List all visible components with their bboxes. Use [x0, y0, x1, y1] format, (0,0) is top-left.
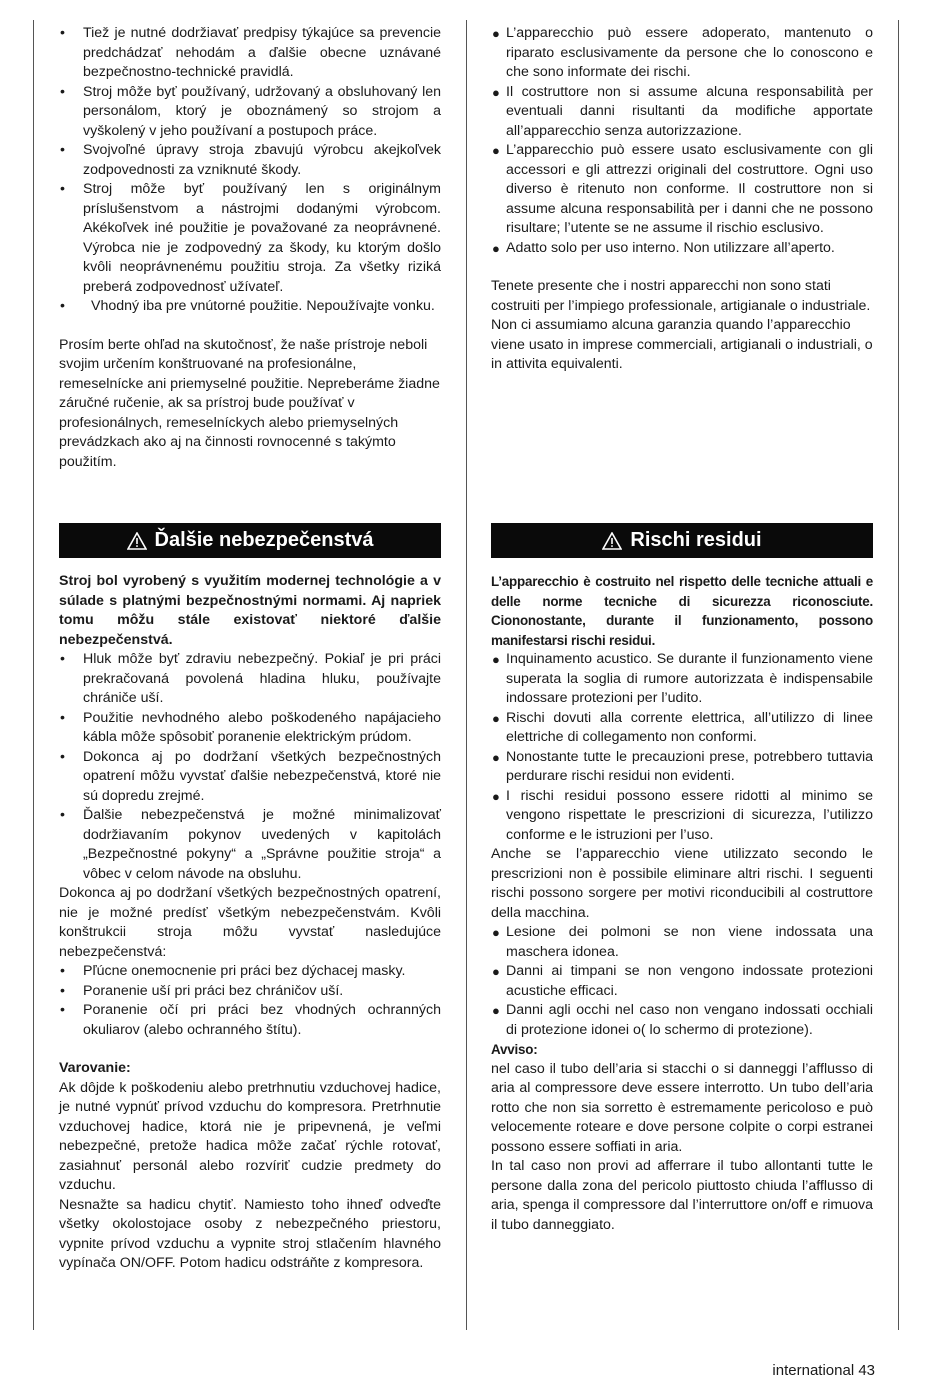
list-item: • Tiež je nutné dodržiavať predpisy týkajúce sa prevencie predchádzať nehodám a ďalšie obecne uznávané bezpečnostno-technické pravidlá. [60, 25, 441, 80]
left-risk-section [59, 572, 441, 1274]
list-item: • Pľúcne onemocnenie pri práci bez dýchacej masky. [59, 962, 441, 982]
bullet-marker: • [60, 651, 65, 667]
bullet-marker: ● [492, 925, 500, 940]
list-item: ● Adatto solo per uso interno. Non utilizzare all’aperto. [491, 239, 873, 259]
list-item: • Hluk môže byť zdraviu nebezpečný. Pokiaľ je pri práci prekračovaná povolená hladina hluku, používajte chrániče uší. [60, 651, 441, 706]
list-item: ● Lesione dei polmoni se non viene indossata una maschera idonea. [492, 924, 873, 960]
bullet-marker: ● [492, 964, 500, 979]
list-item: • Dokonca aj po dodržaní všetkých bezpečnostných opatrení môžu vyvstať ďalšie nebezpečenstvá, ktoré nie sú dopredu zrejmé. [60, 748, 441, 804]
list-item: ● Il costruttore non si assume alcuna responsabilità per eventuali danni risultanti da modifiche apportate all’apparecchio senza autorizzazione. [492, 83, 873, 139]
right-hazard-bullet-list [491, 923, 873, 1040]
right-warning-paragraph-2: In tal caso non provi ad afferrare il tubo allontanti tutte le persone dalla zona del pericolo piuttosto chiuda l’afflusso di aria, spenga il compressore dal l’interruttore on/off e rimuova il tubo danneggiato. [491, 1158, 873, 1233]
list-item: ● Nonostante tutte le precauzioni prese, potrebbero tuttavia perdurare rischi residui non evidenti. [492, 748, 873, 784]
bullet-marker: • [60, 748, 65, 765]
list-item: • Ďalšie nebezpečenstvá je možné minimalizovať dodržiavaním pokynov uvedených v kapitolách „Bezpečnostné pokyny“ a „Správne použitie stroja“ a vôbec v celom návode na obsluhu. [60, 807, 441, 882]
bullet-marker: • [60, 83, 65, 100]
bullet-marker: ● [492, 26, 500, 41]
warning-triangle-icon [602, 532, 622, 550]
bullet-marker: • [60, 963, 65, 979]
bullet-marker: • [60, 982, 65, 999]
list-item: ● Rischi dovuti alla corrente elettrica, all’utilizzo di linee elettriche di collegamento non conformi. [492, 709, 873, 745]
bullet-marker: • [60, 25, 65, 41]
list-item: ● Inquinamento acustico. Se durante il funzionamento viene superata la soglia di rumore autorizzata è indispensabile indossare protezioni per l’udito. [492, 651, 873, 706]
bullet-marker: • [60, 298, 65, 314]
left-margin-rule [33, 20, 34, 1330]
left-warning-label: Varovanie: [59, 1060, 131, 1076]
list-item: ● I rischi residui possono essere ridotti al minimo se vengono rispettate le prescrizioni di sicurezza, l’utilizzo conforme e le istruzioni per l’uso. [492, 787, 873, 843]
right-section-heading [491, 523, 873, 558]
column-divider [466, 20, 467, 1330]
bullet-marker: • [60, 181, 65, 197]
list-item: ● L’apparecchio può essere usato esclusivamente con gli accessori e gli attrezzi originali del costruttore. Ogni uso diverso è ritenuto non conforme. Il costruttore non si assume alcuna responsabilità per i danni che ne possono risultare; l’utente se ne assume il rischio esclusivo. [492, 142, 873, 236]
list-item: ● Danni ai timpani se non vengono indossate protezioni acustiche efficaci. [492, 963, 873, 999]
left-intro-section [59, 24, 441, 472]
bullet-marker: ● [492, 652, 500, 667]
left-section-heading [59, 523, 441, 558]
bullet-marker: ● [492, 143, 500, 158]
list-item: • Stroj môže byť používaný, udržovaný a obsluhovaný len personálom, ktorý je oboznámený so strojom a vyškolený v jeho používaní a postupoch práce. [60, 83, 441, 139]
left-mid-paragraph: Dokonca aj po dodržaní všetkých bezpečnostných opatrení, nie je možné predísť všetkým nebezpečenstvám. Kvôli konštrukcii stroja môžu vyvstať nasledujúce nebezpečenstvá: [59, 885, 441, 960]
warning-triangle-icon [127, 532, 147, 550]
page-footer: international 43 [772, 1362, 875, 1379]
list-item: • Stroj môže byť používaný len s originálnym príslušenstvom a nástrojmi dodanými výrobcom. Akékoľvek iné použitie je považované za neoprávnené. Výrobca nie je zodpovedný za škody, ku ktorým došlo kvôli neoprávnenému použitiu stroja. Za všetky riziká preberá zodpovednosť užívateľ. [60, 181, 441, 295]
bullet-marker: • [60, 807, 65, 823]
right-intro-bullet-list [491, 24, 873, 258]
heading-title: Ďalšie nebezpečenstvá [154, 529, 374, 551]
bullet-marker: ● [492, 240, 500, 256]
bullet-marker: • [60, 1002, 65, 1018]
bullet-marker: ● [492, 749, 500, 765]
bullet-marker: ● [492, 788, 500, 804]
left-lead-paragraph: Stroj bol vyrobený s využitím modernej technológie a v súlade s platnými bezpečnostnými normami. Aj napriek tomu môžu stále existovať niektoré ďalšie nebezpečenstvá. [59, 573, 441, 648]
right-risk-bullet-list [491, 650, 873, 845]
right-warning-paragraph-1: nel caso il tubo dell’aria si stacchi o si danneggi l’afflusso di aria al compressore deve essere interrotto. Un tubo dell’aria rotto che non sia sorretto è estremamente pericoloso e può velocemente roteare e dove persone colpite o corpi estranei possono essere soffiati in aria. [491, 1060, 873, 1155]
bullet-marker: ● [492, 84, 500, 100]
right-risk-section [491, 572, 873, 1235]
left-warning-paragraph-2: Nesnažte sa hadicu chytiť. Namiesto toho ihneď odveďte všetky okolostojace osoby z nebezpečného priestoru, vypnite prívod vzduchu a vypnite stroj stlačením hlavného vypínača ON/OFF. Potom hadicu odstráňte z kompresora. [59, 1196, 441, 1271]
right-intro-section [491, 24, 873, 375]
list-item: • Svojvoľné úpravy stroja zbavujú výrobcu akejkoľvek zodpovednosti za vzniknuté škody. [60, 142, 441, 178]
bullet-marker: ● [492, 1003, 500, 1018]
left-warning-paragraph-1: Ak dôjde k poškodeniu alebo pretrhnutiu vzduchovej hadice, je nutné vypnúť prívod vzduchu do kompresora. Pretrhnutie vzduchovej hadice, ktorá nie je pripevnená, je veľmi nebezpečné, pretože hadica môže začať rýchle rotovať, zasiahnuť personál alebo rozvíriť cudzie predmety do vzduchu. [59, 1079, 441, 1193]
right-warning-label: Avviso: [491, 1042, 538, 1057]
list-item: • Poranenie uší pri práci bez chráničov uší. [59, 982, 441, 1002]
left-hazard-bullet-list [59, 962, 441, 1040]
bullet-marker: • [60, 142, 65, 158]
right-intro-paragraph: Tenete presente che i nostri apparecchi non sono stati costruiti per l’impiego professionale, artigianale o industriale. Non ci assumiamo alcuna garanzia quando l’apparecchio viene usato in imprese commerciali, artigianali o industriali, o in attivita equivalenti. [491, 278, 873, 372]
heading-title: Rischi residui [630, 529, 762, 551]
bullet-marker: • [60, 709, 65, 726]
left-intro-paragraph: Prosím berte ohľad na skutočnosť, že naše prístroje neboli svojim určením konštruované na profesionálne, remeselnícke ani priemyselné použitie. Nepreberáme žiadne záručné ručenie, ak sa prístroj bude používať v profesionálnych, remeselníckych alebo priemyselných prevádzkach ako aj na činnosti rovnocenné s takýmto použitím. [59, 336, 440, 470]
list-item: ● L’apparecchio può essere adoperato, mantenuto o riparato esclusivamente da persone che lo conoscono e che sono informate dei rischi. [492, 25, 873, 80]
bullet-marker: ● [492, 710, 500, 726]
left-intro-bullet-list [59, 24, 441, 317]
right-lead-paragraph: L’apparecchio è costruito nel rispetto delle tecniche attuali e delle norme tecniche di sicurezza riconosciute. Ciononostante, durante il funzionamento, possono manifestarsi rischi residui. [491, 574, 873, 648]
list-item: • Vhodný iba pre vnútorné použitie. Nepoužívajte vonku. [59, 297, 441, 317]
right-margin-rule [898, 20, 899, 1330]
list-item: • Poranenie očí pri práci bez vhodných ochranných okuliarov (alebo ochranného štítu). [60, 1002, 441, 1038]
right-mid-paragraph: Anche se l’apparecchio viene utilizzato secondo le prescrizioni non è possibile eliminare altri rischi. I seguenti rischi possono sorgere per motivi riconducibili al costruttore della macchina. [491, 846, 873, 921]
left-risk-bullet-list [59, 650, 441, 884]
list-item: • Použitie nevhodného alebo poškodeného napájacieho kábla môže spôsobiť poranenie elektrickým prúdom. [60, 709, 441, 745]
list-item: ● Danni agli occhi nel caso non vengano indossati occhiali di protezione idonei o( lo schermo di protezione). [492, 1002, 873, 1038]
